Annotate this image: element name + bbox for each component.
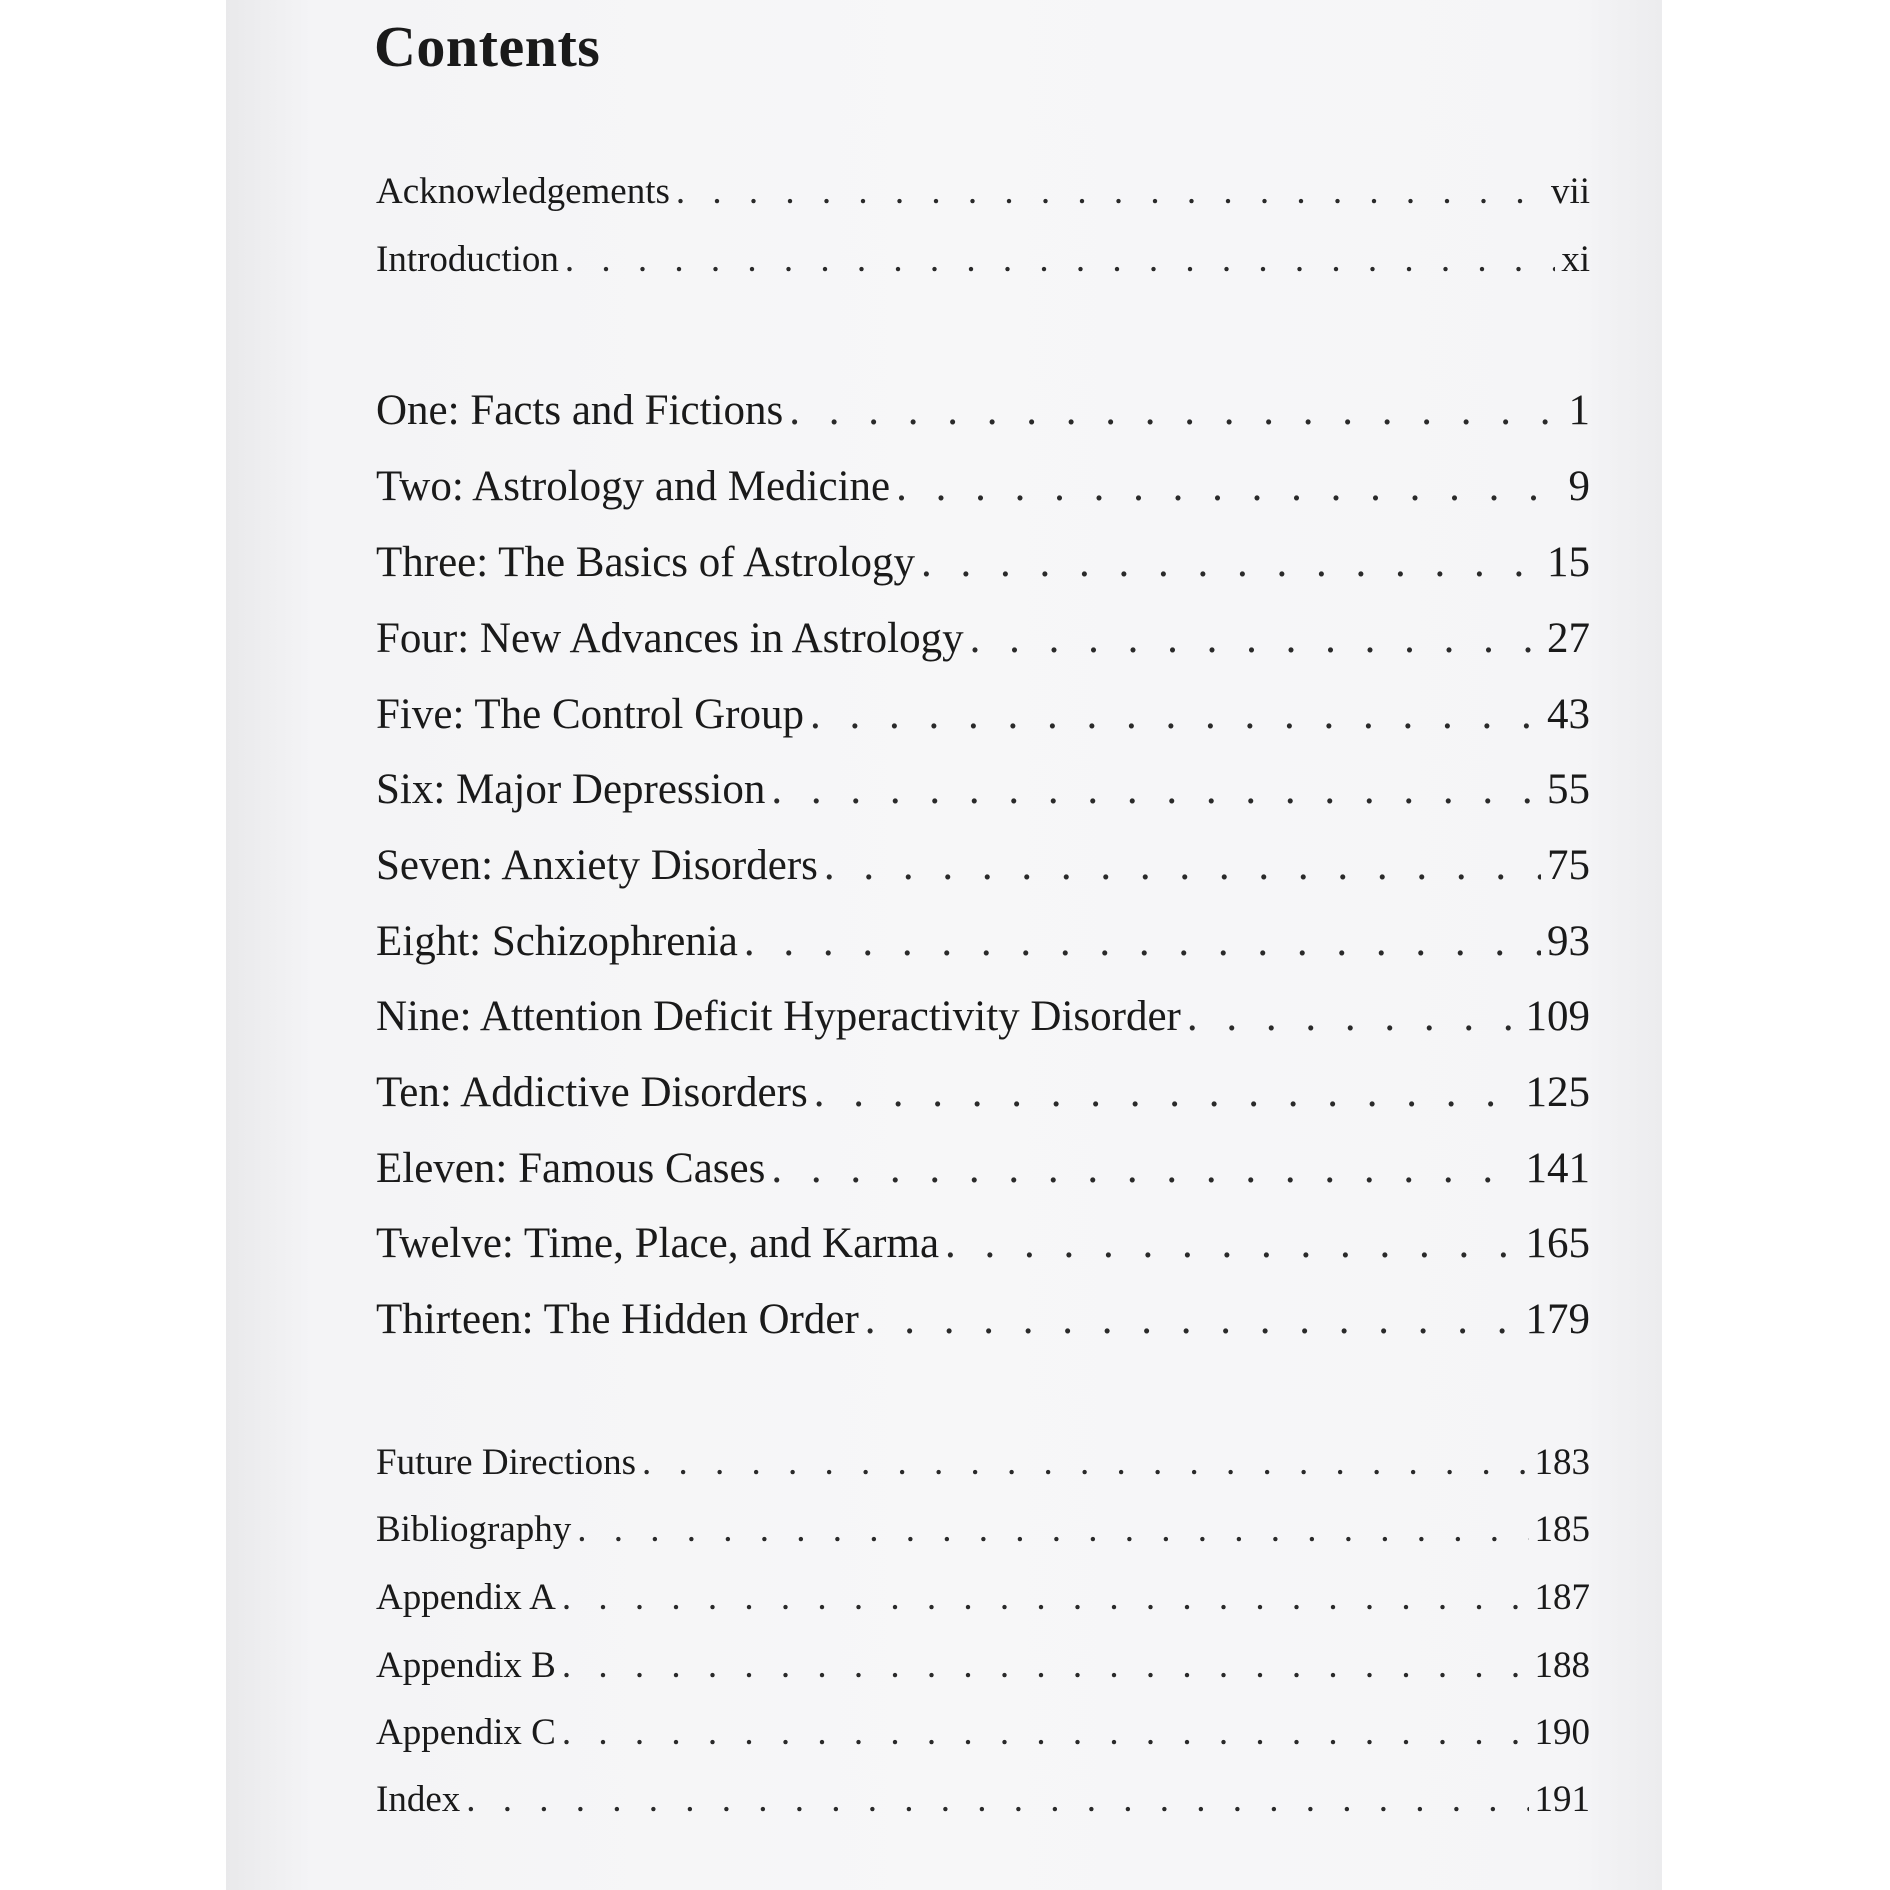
dot-leader (562, 1574, 1529, 1622)
toc-entry-index (376, 1776, 1590, 1824)
toc-chapter-entry (376, 459, 1590, 515)
toc-entry-label: Two: Astrology and Medicine (376, 463, 891, 510)
toc-chapter-entry (376, 1292, 1590, 1348)
toc-chapter-entry (376, 989, 1590, 1045)
toc-entry-label: Twelve: Time, Place, and Karma (376, 1220, 940, 1267)
toc-page-number: 93 (1547, 918, 1590, 965)
toc-chapter-entry (376, 1141, 1590, 1197)
toc-chapter-entry (376, 687, 1590, 743)
page-title: Contents (374, 14, 601, 79)
toc-entry-label: Acknowledgements (376, 171, 670, 212)
toc-page-number: 183 (1534, 1442, 1590, 1483)
toc-page-number: 75 (1547, 842, 1590, 889)
dot-leader (945, 1216, 1519, 1272)
toc-page-number: 43 (1547, 691, 1590, 738)
dot-leader (562, 1709, 1529, 1757)
toc-page-number: 165 (1525, 1220, 1590, 1267)
toc-entry-future-directions (376, 1439, 1590, 1487)
toc-entry-label: Ten: Addictive Disorders (376, 1069, 808, 1116)
dot-leader (565, 236, 1555, 284)
toc-page-number: 55 (1547, 766, 1590, 813)
dot-leader (771, 762, 1541, 818)
toc-page-number: xi (1561, 239, 1590, 280)
toc-entry-label: Eight: Schizophrenia (376, 918, 738, 965)
toc-chapter-entry (376, 1216, 1590, 1272)
dot-leader (466, 1776, 1528, 1824)
toc-chapter-entry (376, 611, 1590, 667)
dot-leader (814, 1065, 1520, 1121)
toc-entry-introduction (376, 236, 1590, 284)
toc-entry-label: Eleven: Famous Cases (376, 1145, 766, 1192)
dot-leader (642, 1439, 1529, 1487)
dot-leader (896, 459, 1562, 515)
toc-page-number: 191 (1534, 1779, 1590, 1820)
toc-chapter-entry (376, 914, 1590, 970)
toc-page-number: 1 (1568, 387, 1590, 434)
dot-leader (921, 535, 1541, 591)
toc-page-number: 185 (1534, 1509, 1590, 1550)
toc-entry-label: One: Facts and Fictions (376, 387, 784, 434)
toc-page-number: 125 (1525, 1069, 1590, 1116)
toc-entry-label: Future Directions (376, 1442, 636, 1483)
toc-entry-label: Three: The Basics of Astrology (376, 539, 915, 586)
toc-entry-appendix-a (376, 1574, 1590, 1622)
toc-page-number: 15 (1547, 539, 1590, 586)
toc-entry-label: Seven: Anxiety Disorders (376, 842, 818, 889)
toc-entry-label: Four: New Advances in Astrology (376, 615, 964, 662)
toc-entry-label: Appendix C (376, 1712, 556, 1753)
toc-entry-bibliography (376, 1506, 1590, 1554)
toc-page-number: 27 (1547, 615, 1590, 662)
dot-leader (771, 1141, 1519, 1197)
toc-entry-label: Thirteen: The Hidden Order (376, 1296, 859, 1343)
toc-entry-label: Nine: Attention Deficit Hyperactivity Disorder (376, 993, 1181, 1040)
toc-page-number: 188 (1534, 1645, 1590, 1686)
toc-page-number: 187 (1534, 1577, 1590, 1618)
dot-leader (577, 1506, 1528, 1554)
toc-page-number: 190 (1534, 1712, 1590, 1753)
dot-leader (562, 1642, 1529, 1690)
dot-leader (676, 168, 1545, 216)
toc-entry-label: Six: Major Depression (376, 766, 766, 813)
toc-entry-label: Bibliography (376, 1509, 572, 1550)
toc-entry-label: Index (376, 1779, 461, 1820)
toc-chapter-entry (376, 838, 1590, 894)
toc-entry-label: Five: The Control Group (376, 691, 804, 738)
toc-page-number: 9 (1568, 463, 1590, 510)
toc-entry-appendix-b (376, 1642, 1590, 1690)
toc-entry-label: Appendix A (376, 1577, 556, 1618)
toc-chapter-entry (376, 535, 1590, 591)
toc-page-number: 109 (1525, 993, 1590, 1040)
toc-entry-label: Introduction (376, 239, 559, 280)
toc-page-number: 141 (1525, 1145, 1590, 1192)
toc-page-number: 179 (1525, 1296, 1590, 1343)
toc-entry-label: Appendix B (376, 1645, 556, 1686)
dot-leader (810, 687, 1541, 743)
toc-chapter-entry (376, 1065, 1590, 1121)
toc-entry-appendix-c (376, 1709, 1590, 1757)
dot-leader (824, 838, 1541, 894)
dot-leader (789, 383, 1562, 439)
dot-leader (1187, 989, 1520, 1045)
toc-page-number: vii (1550, 171, 1590, 212)
dot-leader (744, 914, 1541, 970)
toc-entry-acknowledgements (376, 168, 1590, 216)
dot-leader (970, 611, 1541, 667)
toc-chapter-entry (376, 762, 1590, 818)
toc-chapter-entry (376, 383, 1590, 439)
dot-leader (865, 1292, 1520, 1348)
